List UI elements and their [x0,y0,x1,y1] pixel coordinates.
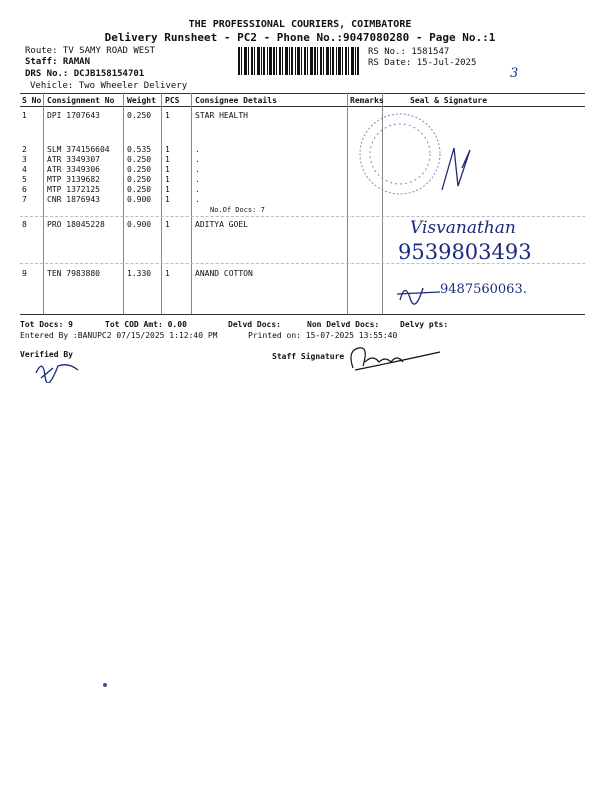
row-weight: 0.250 [127,155,152,164]
col-header-weight: Weight [127,96,156,105]
row-consignment: MTP 1372125 [47,185,100,194]
col-header-remarks: Remarks [350,96,384,105]
row-consignment: MTP 3139682 [47,175,100,184]
row-weight: 0.250 [127,111,152,120]
handwritten-phone-2: 9487560063. [440,282,527,297]
row-weight: 0.250 [127,165,152,174]
signature-scribble [395,280,445,305]
row-consignee: STAR HEALTH [195,111,248,120]
tot-docs: Tot Docs: 9 [20,320,73,329]
col-divider [347,93,348,315]
staff-text: Staff: RAMAN [25,57,91,67]
row-pcs: 1 [165,269,170,278]
row-sno: 7 [22,195,27,204]
page-title: Delivery Runsheet - PC2 - Phone No.:9047080280 - Page No.:1 [104,31,496,44]
row-sno: 6 [22,185,27,194]
drs-number: DRS No.: DCJB158154701 [25,69,145,79]
vehicle-text: Vehicle: Two Wheeler Delivery [30,81,188,91]
staff-signature-label: Staff Signature [272,352,345,361]
col-header-consignment: Consignment No [47,96,115,105]
row-sno: 4 [22,165,27,174]
col-header-pcs: PCS [165,96,180,105]
handwritten-page-mark: 3 [510,66,519,81]
row-consignment: PRO 18045228 [47,220,105,229]
entered-by: Entered By :BANUPC2 07/15/2025 1:12:40 PM [20,331,218,340]
printed-on: Printed on: 15-07-2025 13:55:40 [248,331,398,340]
row-sno: 9 [22,269,27,278]
handwritten-phone: 9539803493 [398,240,532,264]
col-divider [123,93,124,315]
company-name: THE PROFESSIONAL COURIERS, COIMBATORE [188,19,412,30]
col-divider [43,93,44,315]
barcode-graphic [238,47,360,75]
row-consignee: ADITYA GOEL [195,220,248,229]
row-consignment: ATR 3349307 [47,155,100,164]
staff-signature [345,340,445,375]
row-weight: 0.250 [127,175,152,184]
row-consignment: SLM 374156604 [47,145,110,154]
row-consignee: . [195,145,200,154]
table-header-rule [20,106,585,107]
row-weight: 0.250 [127,185,152,194]
row-weight: 0.535 [127,145,152,154]
col-header-seal: Seal & Signature [410,96,488,105]
row-pcs: 1 [165,155,170,164]
row-pcs: 1 [165,111,170,120]
row-consignment: CNR 1876943 [47,195,100,204]
row-weight: 0.900 [127,220,152,229]
row-pcs: 1 [165,195,170,204]
table-bottom-rule [20,314,585,315]
row-consignee: ANAND COTTON [195,269,253,278]
no-of-docs-label: No.Of Docs: 7 [210,206,265,214]
seal-stamp [350,108,480,208]
row-pcs: 1 [165,165,170,174]
col-header-consignee: Consignee Details [195,96,277,105]
stray-ink-dot [103,683,107,687]
table-top-rule [20,93,585,94]
col-divider [191,93,192,315]
delvy-pts: Delvy pts: [400,320,449,329]
row-consignee: . [195,155,200,164]
delvd-docs: Delvd Docs: [228,320,281,329]
non-delvd-docs: Non Delvd Docs: [307,320,380,329]
row-weight: 0.900 [127,195,152,204]
barcode [238,47,360,75]
handwritten-name: Visvanathan [410,218,516,238]
row-consignment: ATR 3349306 [47,165,100,174]
row-pcs: 1 [165,175,170,184]
row-consignee: . [195,185,200,194]
row-consignment: DPI 1707643 [47,111,100,120]
rs-number: RS No.: 1581547 [368,47,450,57]
row-separator [20,216,585,217]
signature-mark [442,148,470,190]
tot-cod-amt: Tot COD Amt: 0.00 [105,320,187,329]
row-weight: 1.330 [127,269,152,278]
row-consignee: . [195,175,200,184]
row-pcs: 1 [165,145,170,154]
col-divider [161,93,162,315]
row-sno: 2 [22,145,27,154]
row-consignee: . [195,195,200,204]
verifier-signature [33,358,83,383]
route-text: Route: TV SAMY ROAD WEST [25,46,156,56]
row-sno: 1 [22,111,27,120]
row-pcs: 1 [165,220,170,229]
col-header-sno: S No [22,96,42,105]
row-sno: 5 [22,175,27,184]
rs-date: RS Date: 15-Jul-2025 [368,58,477,68]
row-sno: 3 [22,155,27,164]
verified-by: Verified By [20,350,73,359]
row-pcs: 1 [165,185,170,194]
row-sno: 8 [22,220,27,229]
row-consignee: . [195,165,200,174]
row-consignment: TEN 7983880 [47,269,100,278]
